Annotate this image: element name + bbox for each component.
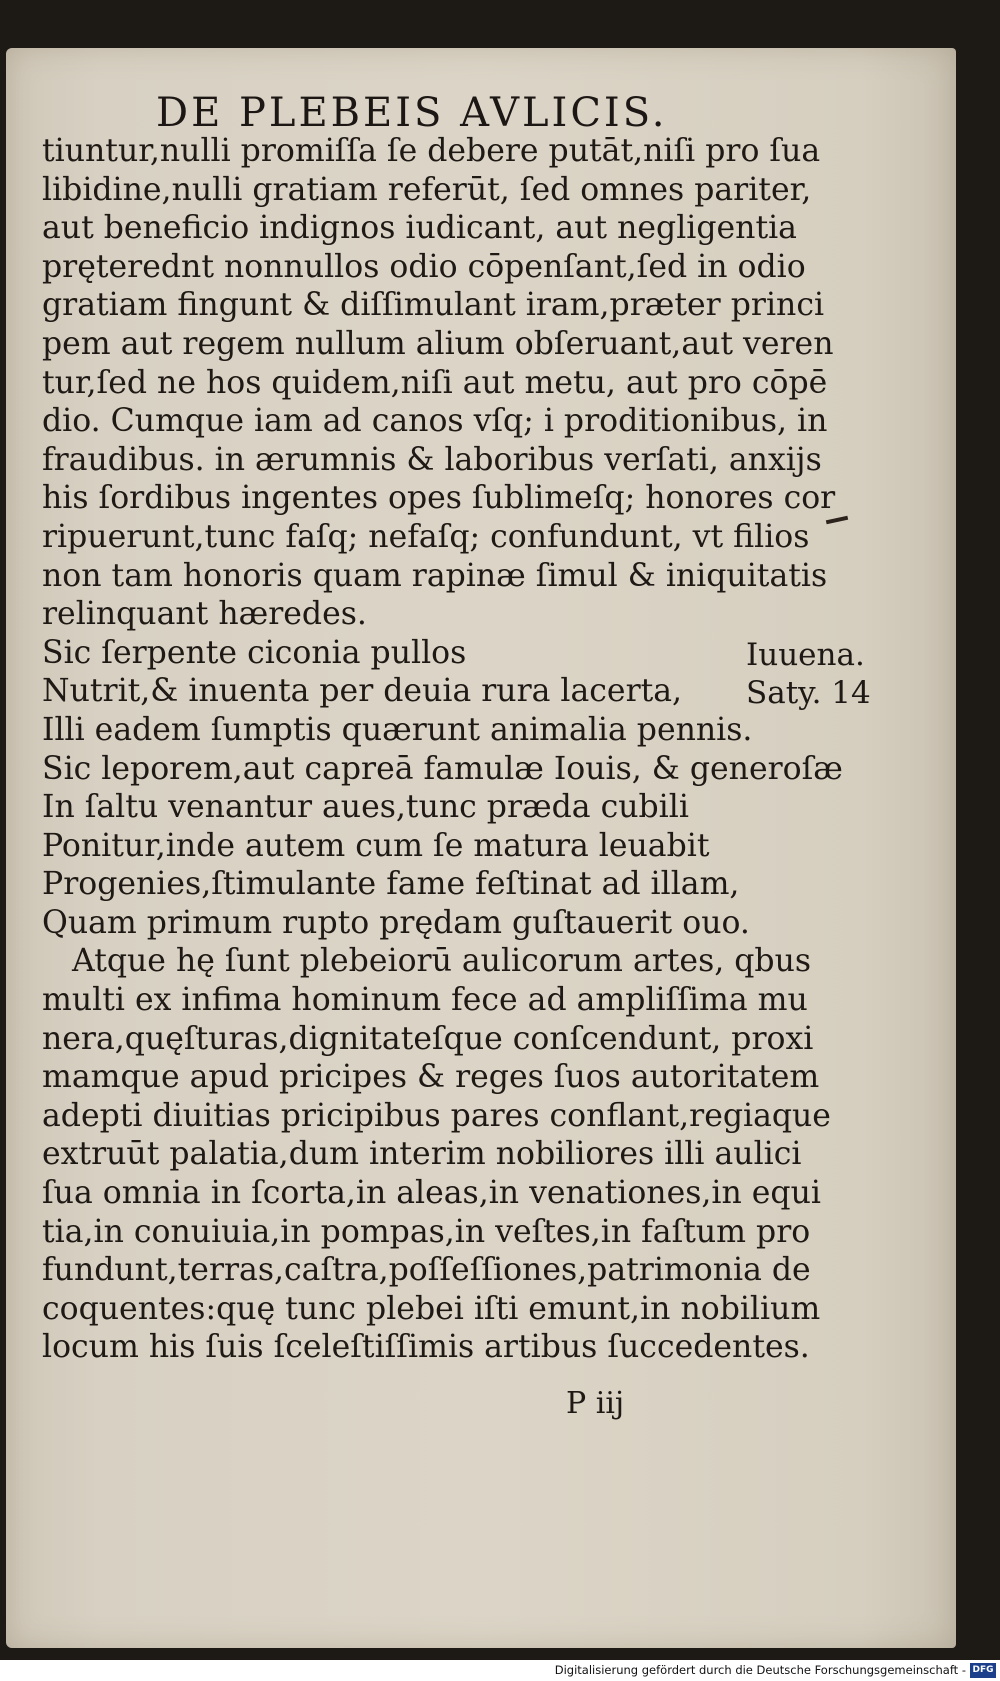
- margin-note-line: Saty. 14: [746, 675, 871, 711]
- verse-line: In ſaltu venantur aues,tunc præda cubili: [42, 789, 689, 826]
- closing-line: Atque hę ſunt plebeiorū aulicorum artes, qbus: [72, 943, 812, 980]
- verse-line: Ponitur,inde autem cum ſe matura leuabit: [42, 827, 710, 864]
- body-line: tur,ſed ne hos quidem,niſi aut metu, aut pro cōpē: [42, 364, 828, 401]
- verse-line: Illi eadem ſumptis quærunt animalia pennis.: [42, 711, 753, 748]
- body-line: non tam honoris quam rapinæ ſimul & iniquitatis: [42, 557, 828, 594]
- body-line: dio. Cumque iam ad canos vſq; i proditionibus, in: [42, 403, 828, 440]
- margin-note-line: Iuuena.: [746, 637, 865, 673]
- body-line: fraudibus. in ærumnis & laboribus verſati, anxijs: [42, 441, 822, 478]
- closing-line: locum his ſuis ſceleſtiſſimis artibus ſuccedentes.: [42, 1329, 810, 1366]
- footer-bar: [0, 1660, 1000, 1681]
- body-line: libidine,nulli gratiam referūt, ſed omnes pariter,: [42, 171, 812, 208]
- running-head: DE PLEBEIS AVLICIS.: [156, 90, 668, 136]
- closing-line: multi ex infima hominum fece ad ampliſſima mu: [42, 982, 808, 1019]
- dfg-logo: DFG: [970, 1663, 996, 1678]
- book-page: [6, 48, 956, 1648]
- closing-line: ſua omnia in ſcorta,in aleas,in venationes,in equi: [42, 1175, 821, 1212]
- closing-line: fundunt,terras,caſtra,poſſeſſiones,patrimonia de: [42, 1252, 811, 1289]
- closing-line: tia,in conuiuia,in pompas,in veſtes,in faſtum pro: [42, 1213, 811, 1250]
- closing-line: nera,quęſturas,dignitateſque conſcendunt, proxi: [42, 1020, 814, 1057]
- verse-line: Progenies,ſtimulante fame feſtinat ad illam,: [42, 866, 740, 903]
- closing-line: coquentes:quę tunc plebei iſti emunt,in nobilium: [42, 1290, 821, 1327]
- body-line: pręterednt nonnullos odio cōpenſant,ſed in odio: [42, 248, 806, 285]
- closing-line: adepti diuitias pricipibus pares conflant,regiaque: [42, 1097, 831, 1134]
- body-line: his ſordibus ingentes opes ſublimeſq; honores cor: [42, 480, 836, 517]
- body-line: gratiam fingunt & diſſimulant iram,præter princi: [42, 287, 825, 324]
- closing-line: extruūt palatia,dum interim nobiliores illi aulici: [42, 1136, 802, 1173]
- footer-credit: Digitalisierung gefördert durch die Deutsche Forschungsgemeinschaft -: [554, 1663, 966, 1677]
- verse-line: Sic leporem,aut capreā famulæ Iouis, & generoſæ: [42, 750, 843, 787]
- verse-line: Quam primum rupto prędam guſtauerit ouo.: [42, 904, 750, 941]
- body-line: aut beneficio indignos iudicant, aut negligentia: [42, 210, 797, 247]
- verse-line: Nutrit,& inuenta per deuia rura lacerta,: [42, 673, 683, 710]
- signature-mark: P iij: [566, 1386, 625, 1421]
- body-line: ripuerunt,tunc faſq; nefaſq; confundunt, vt filios: [42, 518, 810, 555]
- margin-note: [746, 636, 896, 712]
- body-line: relinquant hæredes.: [42, 596, 367, 633]
- marginal-dash-mark: [826, 516, 848, 524]
- body-line: tiuntur,nulli promiſſa ſe debere putāt,niſi pro ſua: [42, 133, 821, 169]
- closing-line: mamque apud pricipes & reges ſuos autoritatem: [42, 1059, 820, 1096]
- body-line: pem aut regem nullum alium obſeruant,aut veren: [42, 325, 834, 362]
- verse-line: Sic ſerpente ciconia pullos: [42, 634, 467, 671]
